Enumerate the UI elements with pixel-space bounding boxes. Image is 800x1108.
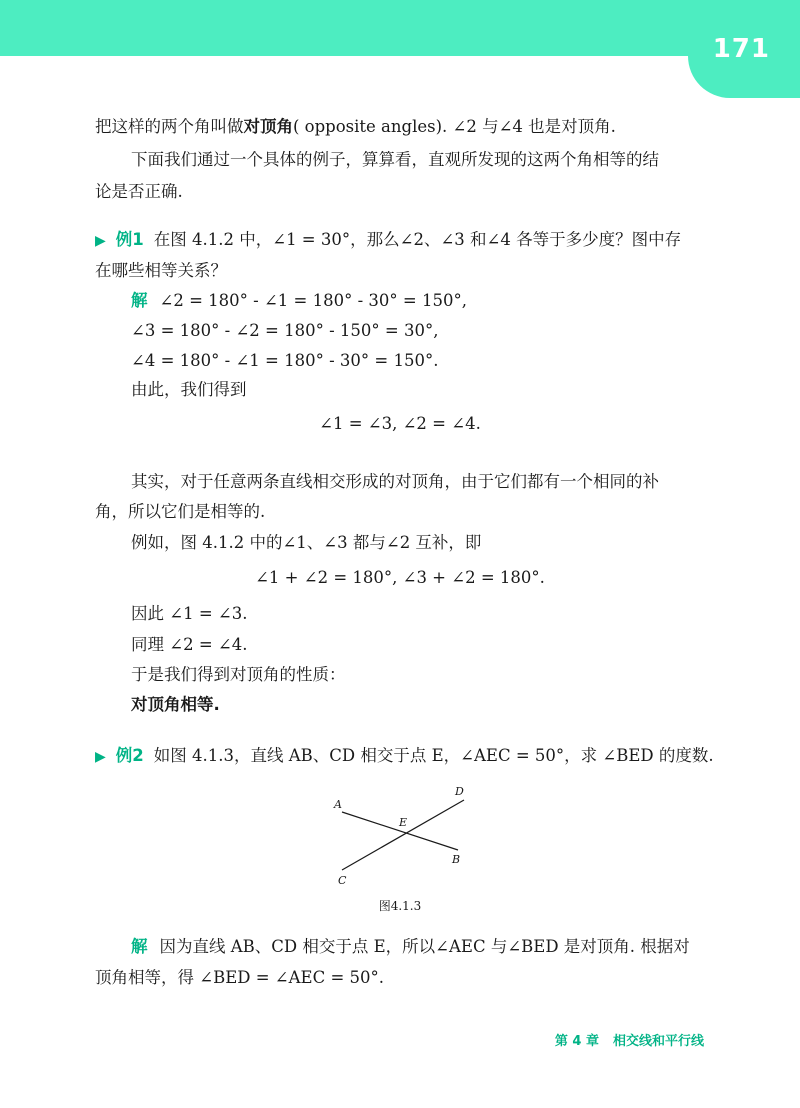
- para-3-line-1: 其实，对于任意两条直线相交形成的对顶角，由于它们都有一个相同的补: [131, 472, 659, 491]
- para-3-line-6: 于是我们得到对顶角的性质：: [131, 665, 346, 684]
- page-number: 171: [712, 34, 770, 64]
- para-1: [95, 115, 616, 139]
- example-1-heading: [95, 228, 681, 253]
- triangle-right-icon: ▶: [95, 233, 106, 249]
- example-1-label: 例1: [115, 230, 144, 249]
- example-1-step-3: ∠4 = 180° - ∠1 = 180° - 30° = 150°.: [131, 351, 439, 370]
- property-statement: 对顶角相等.: [131, 695, 220, 714]
- para-3-line-3: 例如，图 4.1.2 中的∠1、∠3 都与∠2 互补，即: [131, 533, 482, 552]
- point-label-e: E: [399, 816, 408, 829]
- triangle-right-icon: ▶: [95, 749, 106, 765]
- para-3-line-2: 角，所以它们是相等的.: [95, 502, 266, 521]
- figure-4-1-3: [320, 780, 490, 890]
- point-label-a: A: [334, 798, 342, 811]
- point-label-b: B: [452, 853, 461, 866]
- step-1-text: ∠2 = 180° - ∠1 = 180° - 30° = 150°,: [159, 291, 467, 310]
- point-label-d: D: [455, 785, 464, 798]
- example-1-line-2: 在哪些相等关系？: [95, 261, 227, 280]
- example-2-label: 例2: [115, 746, 144, 765]
- para-1-text-after: ( opposite angles). ∠2 与∠4 也是对顶角.: [293, 117, 616, 136]
- example-2-text: 如图 4.1.3，直线 AB、CD 相交于点 E，∠AEC = 50°，求 ∠BED 的度数.: [153, 746, 714, 765]
- example-2-solution-line-1: [131, 935, 690, 959]
- solution-label: 解: [131, 291, 148, 310]
- footer-chapter-number: 第 4 章: [554, 1034, 599, 1049]
- line-cd: [342, 800, 464, 870]
- para-1-text-before: 把这样的两个角叫做: [95, 117, 244, 136]
- footer-chapter: [549, 1030, 704, 1049]
- example-1-result: ∠1 = ∠3, ∠2 = ∠4.: [319, 414, 481, 433]
- para-3-equation: ∠1 + ∠2 = 180°, ∠3 + ∠2 = 180°.: [255, 568, 545, 587]
- example-1-step-2: ∠3 = 180° - ∠2 = 180° - 150° = 30°,: [131, 321, 439, 340]
- para-2-line-2: 论是否正确.: [95, 182, 183, 201]
- para-3-line-5: 同理 ∠2 = ∠4.: [131, 635, 248, 654]
- point-label-c: C: [338, 874, 347, 887]
- term-opposite-angles: 对顶角: [243, 117, 293, 136]
- example-1-step-1: [131, 289, 467, 313]
- figure-caption: 图4.1.3: [378, 899, 422, 913]
- footer-chapter-title: 相交线和平行线: [612, 1034, 704, 1049]
- para-2-line-1: 下面我们通过一个具体的例子，算算看，直观所发现的这两个角相等的结: [131, 150, 659, 169]
- para-3-line-4: 因此 ∠1 = ∠3.: [131, 604, 248, 623]
- header-band: [0, 0, 800, 56]
- solution-text: 因为直线 AB、CD 相交于点 E，所以∠AEC 与∠BED 是对顶角. 根据对: [159, 937, 690, 956]
- example-1-text: 在图 4.1.2 中，∠1 = 30°，那么∠2、∠3 和∠4 各等于多少度？图中存: [153, 230, 682, 249]
- solution-label: 解: [131, 937, 148, 956]
- example-2-heading: [95, 744, 714, 769]
- example-1-step-4: 由此，我们得到: [131, 380, 247, 399]
- example-2-solution-line-2: 顶角相等，得 ∠BED = ∠AEC = 50°.: [95, 968, 384, 987]
